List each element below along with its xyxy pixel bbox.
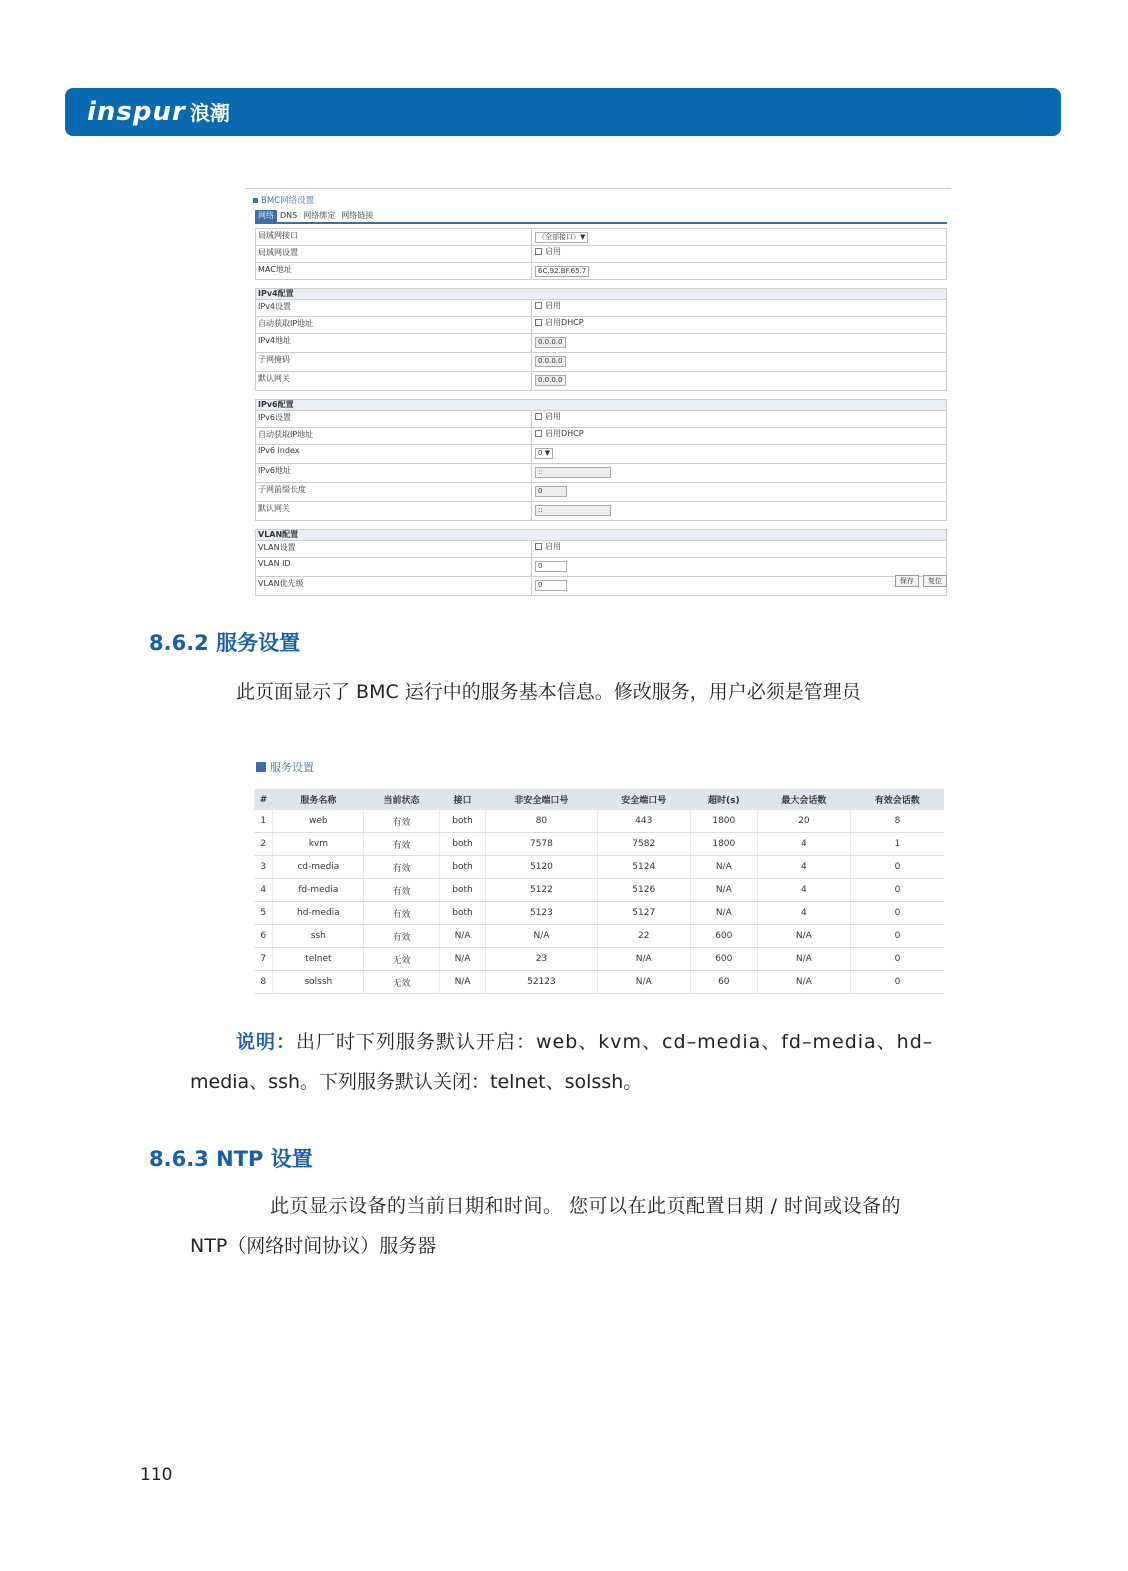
table-cell: 8 — [851, 810, 944, 833]
form-row: VLAN优先级 0 — [255, 577, 947, 596]
section-862-heading: 8.6.2 服务设置 — [149, 631, 301, 655]
section-863-line-1: 此页显示设备的当前日期和时间。 您可以在此页配置日期 / 时间或设备的 — [270, 1195, 902, 1217]
note-line-2: media、ssh。下列服务默认关闭：telnet、solssh。 — [190, 1071, 643, 1093]
table-cell: N/A — [597, 971, 690, 994]
col-header[interactable]: 当前状态 — [364, 789, 440, 810]
table-cell: 0 — [851, 902, 944, 925]
ipv4-subnet-field[interactable]: 0.0.0.0 — [535, 356, 566, 367]
table-cell: 7582 — [597, 833, 690, 856]
table-cell: hd-media — [273, 902, 364, 925]
table-cell: N/A — [690, 856, 757, 879]
form-row: 默认网关 0.0.0.0 — [255, 372, 947, 391]
form-row: IPv6 index 0 ▼ — [255, 445, 947, 464]
form-row: 默认网关 :: — [255, 502, 947, 521]
table-cell: N/A — [439, 925, 486, 948]
form-row: IPv4设置 启用 — [255, 300, 947, 317]
section-863-line-2: NTP（网络时间协议）服务器 — [190, 1235, 437, 1257]
table-row[interactable] — [254, 833, 944, 856]
tab-dns[interactable]: DNS — [280, 211, 298, 220]
table-cell: 1800 — [690, 833, 757, 856]
table-row[interactable] — [254, 925, 944, 948]
tab-network[interactable]: 网络 — [255, 210, 277, 222]
inspur-logo — [87, 97, 230, 127]
table-cell: 无效 — [364, 948, 440, 971]
table-cell: 60 — [690, 971, 757, 994]
ipv4-enable-checkbox[interactable] — [535, 302, 542, 309]
table-row[interactable] — [254, 879, 944, 902]
save-button[interactable]: 保存 — [895, 575, 919, 587]
table-cell: telnet — [273, 948, 364, 971]
table-cell: 5127 — [597, 902, 690, 925]
table-cell: 1 — [851, 833, 944, 856]
ipv6-address-field[interactable]: :: — [535, 467, 611, 478]
table-cell: N/A — [757, 971, 850, 994]
table-cell: N/A — [597, 948, 690, 971]
table-cell: 8 — [254, 971, 273, 994]
table-cell: 5123 — [486, 902, 597, 925]
table-cell: 0 — [851, 948, 944, 971]
note-line-1: 说明：出厂时下列服务默认开启：web、kvm、cd–media、fd–media、hd– — [236, 1031, 934, 1053]
table-cell: 52123 — [486, 971, 597, 994]
vlan-id-field[interactable]: 0 — [535, 561, 567, 572]
table-cell: 0 — [851, 856, 944, 879]
col-header[interactable]: 超时(s) — [690, 789, 757, 810]
table-cell: both — [439, 856, 486, 879]
table-cell: 5124 — [597, 856, 690, 879]
table-cell: 80 — [486, 810, 597, 833]
table-header-row — [254, 789, 944, 810]
table-cell: 有效 — [364, 879, 440, 902]
form-row: IPv4地址 0.0.0.0 — [255, 334, 947, 353]
table-row[interactable] — [254, 810, 944, 833]
table-cell: 0 — [851, 879, 944, 902]
table-cell: 4 — [254, 879, 273, 902]
table-cell: 无效 — [364, 971, 440, 994]
ipv6-section-header: IPv6配置 — [255, 399, 947, 411]
table-cell: 5 — [254, 902, 273, 925]
ipv4-address-field[interactable]: 0.0.0.0 — [535, 337, 566, 348]
table-cell: 4 — [757, 879, 850, 902]
ipv6-index-select[interactable]: 0 ▼ — [535, 448, 553, 459]
form-row: 局域网接口 （全部接口）▼ — [255, 228, 947, 246]
form-row: MAC地址 6C.92.BF.65.7 — [255, 263, 947, 280]
table-cell: N/A — [439, 971, 486, 994]
table-cell: 600 — [690, 925, 757, 948]
form-row: 子网掩码 0.0.0.0 — [255, 353, 947, 372]
form-row: VLAN设置 启用 — [255, 541, 947, 558]
table-cell: 22 — [597, 925, 690, 948]
ipv4-section-header: IPv4配置 — [255, 288, 947, 300]
bmc-form — [255, 228, 947, 596]
table-cell: kvm — [273, 833, 364, 856]
section-863-heading: 8.6.3 NTP 设置 — [149, 1147, 313, 1171]
table-cell: ssh — [273, 925, 364, 948]
services-screenshot — [242, 745, 952, 989]
table-cell: N/A — [690, 902, 757, 925]
table-cell: 5126 — [597, 879, 690, 902]
form-row: IPv6设置 启用 — [255, 411, 947, 428]
table-cell: N/A — [486, 925, 597, 948]
table-cell: 有效 — [364, 902, 440, 925]
table-cell: 2 — [254, 833, 273, 856]
vlan-enable-checkbox[interactable] — [535, 543, 542, 550]
table-cell: 600 — [690, 948, 757, 971]
table-cell: 5122 — [486, 879, 597, 902]
table-row[interactable] — [254, 856, 944, 879]
col-header[interactable]: 有效会话数 — [851, 789, 944, 810]
table-cell: 3 — [254, 856, 273, 879]
table-cell: 443 — [597, 810, 690, 833]
panel-square-icon — [256, 762, 266, 772]
table-cell: both — [439, 902, 486, 925]
table-cell: web — [273, 810, 364, 833]
table-cell: N/A — [690, 879, 757, 902]
table-cell: 20 — [757, 810, 850, 833]
logo-cn: 浪潮 — [189, 101, 230, 125]
table-cell: N/A — [439, 948, 486, 971]
col-header[interactable]: # — [254, 789, 273, 810]
section-862-intro: 此页面显示了 BMC 运行中的服务基本信息。修改服务，用户必须是管理员 — [236, 681, 861, 703]
vlan-section-header: VLAN配置 — [255, 529, 947, 541]
form-row: VLAN ID 0 — [255, 558, 947, 577]
table-cell: 有效 — [364, 810, 440, 833]
panel-square-icon — [253, 198, 258, 203]
table-cell: 5120 — [486, 856, 597, 879]
col-header[interactable]: 最大会话数 — [757, 789, 850, 810]
ipv6-enable-checkbox[interactable] — [535, 413, 542, 420]
table-cell: 有效 — [364, 833, 440, 856]
table-row[interactable] — [254, 902, 944, 925]
note-label: 说明： — [236, 1031, 297, 1053]
form-row: 局域网设置 启用 — [255, 246, 947, 263]
table-cell: solssh — [273, 971, 364, 994]
col-header[interactable]: 接口 — [439, 789, 486, 810]
page-number: 110 — [140, 1465, 173, 1485]
services-table — [254, 789, 944, 994]
bmc-panel-title: BMC网络设置 — [253, 194, 314, 206]
form-row: IPv6地址 :: — [255, 464, 947, 483]
table-cell: N/A — [757, 948, 850, 971]
ipv4-dhcp-checkbox[interactable] — [535, 319, 542, 326]
bmc-tabs — [255, 210, 947, 224]
table-cell: 1800 — [690, 810, 757, 833]
table-cell: 4 — [757, 856, 850, 879]
col-header[interactable]: 非安全端口号 — [486, 789, 597, 810]
header-bar — [65, 88, 1061, 136]
table-cell: 有效 — [364, 856, 440, 879]
form-buttons — [891, 575, 947, 587]
ipv6-dhcp-checkbox[interactable] — [535, 430, 542, 437]
col-header[interactable]: 服务名称 — [273, 789, 364, 810]
services-panel-title: 服务设置 — [256, 759, 314, 775]
logo-text: inspur — [87, 97, 186, 127]
table-cell: both — [439, 833, 486, 856]
reset-button[interactable]: 复位 — [923, 575, 947, 587]
form-row: 自动获取IP地址 启用DHCP — [255, 317, 947, 334]
table-cell: 7578 — [486, 833, 597, 856]
table-cell: cd-media — [273, 856, 364, 879]
table-cell: 有效 — [364, 925, 440, 948]
table-row[interactable] — [254, 971, 944, 994]
table-cell: 4 — [757, 902, 850, 925]
vlan-priority-field[interactable]: 0 — [535, 580, 567, 591]
table-cell: 23 — [486, 948, 597, 971]
col-header[interactable]: 安全端口号 — [597, 789, 690, 810]
form-row: 自动获取IP地址 启用DHCP — [255, 428, 947, 445]
table-cell: 0 — [851, 925, 944, 948]
table-cell: 0 — [851, 971, 944, 994]
lan-interface-select[interactable]: （全部接口）▼ — [535, 232, 588, 243]
table-cell: 6 — [254, 925, 273, 948]
ipv4-gateway-field[interactable]: 0.0.0.0 — [535, 375, 566, 386]
table-cell: fd-media — [273, 879, 364, 902]
ipv6-gateway-field[interactable]: :: — [535, 505, 611, 516]
table-row[interactable] — [254, 948, 944, 971]
lan-enable-checkbox[interactable] — [535, 248, 542, 255]
table-cell: N/A — [757, 925, 850, 948]
tab-network-bond[interactable]: 网络绑定 — [303, 211, 336, 220]
mac-address-field[interactable]: 6C.92.BF.65.7 — [535, 266, 589, 277]
table-cell: 7 — [254, 948, 273, 971]
form-row: 子网前缀长度 0 — [255, 483, 947, 502]
table-cell: 1 — [254, 810, 273, 833]
tab-network-link[interactable]: 网络链接 — [341, 211, 374, 220]
table-cell: 4 — [757, 833, 850, 856]
ipv6-prefix-field[interactable]: 0 — [535, 486, 567, 497]
bmc-network-screenshot — [245, 188, 951, 588]
table-cell: both — [439, 810, 486, 833]
table-cell: both — [439, 879, 486, 902]
